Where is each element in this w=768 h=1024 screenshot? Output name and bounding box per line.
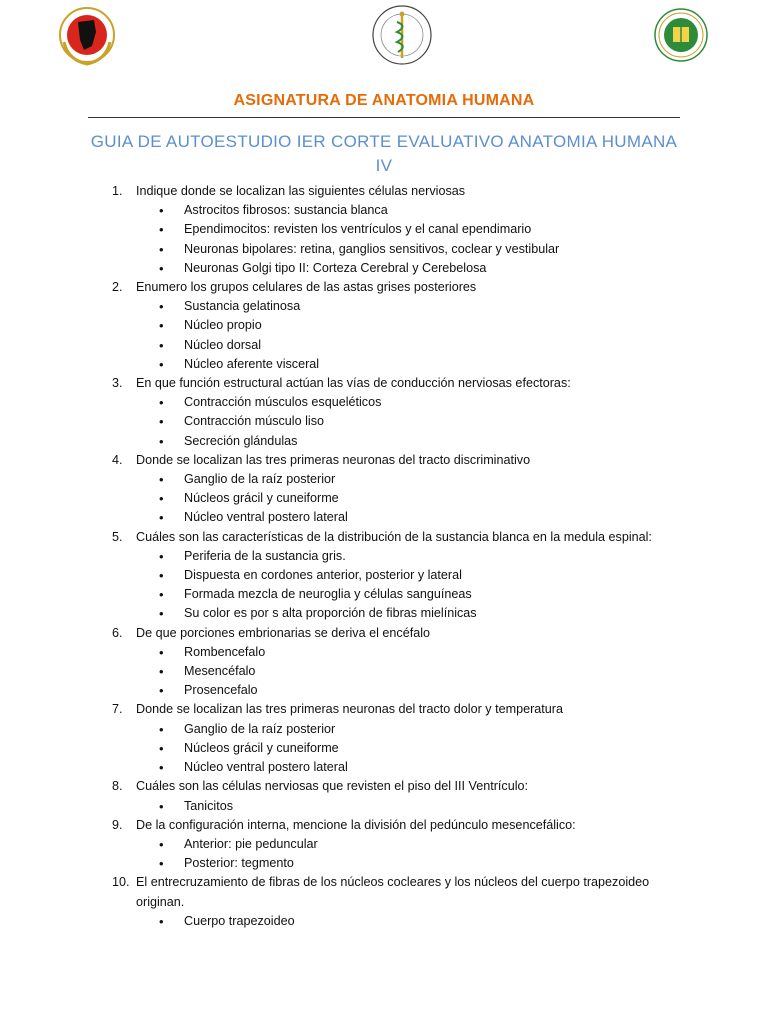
question-label: Donde se localizan las tres primeras neuronas del tracto dolor y temperatura (136, 702, 564, 717)
answer-list (0, 912, 768, 931)
question-item (0, 451, 768, 528)
answer-list (0, 297, 768, 374)
answer-list (0, 720, 768, 778)
answer-item: • Formada mezcla de neuroglia y células sanguíneas (0, 585, 768, 604)
answer-item: • Núcleo propio (0, 316, 768, 335)
answer-list (0, 797, 768, 816)
question-label: Cuáles son las características de la distribución de la sustancia blanca en la medula espinal: (136, 529, 652, 544)
answer-item: • Secreción glándulas (0, 432, 768, 451)
question-list (0, 182, 768, 931)
answer-item: • Ganglio de la raíz posterior (0, 470, 768, 489)
answer-item: • Núcleo aferente visceral (0, 355, 768, 374)
question-text (0, 374, 768, 393)
answer-list (0, 835, 768, 873)
question-label: En que función estructural actúan las vías de conducción nerviosas efectoras: (136, 376, 571, 391)
answer-item: • Núcleo ventral postero lateral (0, 758, 768, 777)
question-label: El entrecruzamiento de fibras de los núcleos cocleares y los núcleos del cuerpo trapezoideo originan. (136, 875, 650, 909)
question-item (0, 278, 768, 374)
answer-item: • Su color es por s alta proporción de fibras mielínicas (0, 604, 768, 623)
answer-item: • Prosencefalo (0, 681, 768, 700)
question-text (0, 451, 768, 470)
answer-item: • Núcleo dorsal (0, 336, 768, 355)
answer-item: • Dispuesta en cordones anterior, posterior y lateral (0, 566, 768, 585)
answer-item: • Posterior: tegmento (0, 854, 768, 873)
answer-item: • Periferia de la sustancia gris. (0, 547, 768, 566)
question-item (0, 374, 768, 451)
question-text (0, 528, 768, 547)
header-divider (88, 117, 680, 118)
question-item (0, 777, 768, 815)
question-text (0, 624, 768, 643)
answer-list (0, 547, 768, 624)
answer-item: • Mesencéfalo (0, 662, 768, 681)
question-item (0, 700, 768, 777)
answer-item: • Anterior: pie peduncular (0, 835, 768, 854)
faculty-logo (652, 2, 710, 68)
question-label: De la configuración interna, mencione la división del pedúnculo mesencefálico: (136, 817, 576, 832)
answer-item: • Rombencefalo (0, 643, 768, 662)
answer-item: • Cuerpo trapezoideo (0, 912, 768, 931)
answer-list (0, 393, 768, 451)
answer-item: • Neuronas Golgi tipo II: Corteza Cerebral y Cerebelosa (0, 259, 768, 278)
answer-item: • Contracción músculos esqueléticos (0, 393, 768, 412)
question-item (0, 528, 768, 624)
answer-list (0, 470, 768, 528)
answer-item: • Astrocitos fibrosos: sustancia blanca (0, 201, 768, 220)
question-number: 2. (112, 280, 123, 295)
question-number: 3. (112, 376, 123, 391)
question-number: 10. (112, 875, 130, 890)
question-number: 7. (112, 702, 123, 717)
question-text (0, 700, 768, 719)
answer-item: • Contracción músculo liso (0, 412, 768, 431)
question-item (0, 624, 768, 701)
question-text (0, 816, 768, 835)
question-text (0, 278, 768, 297)
question-label: Indique donde se localizan las siguientes células nerviosas (136, 184, 466, 198)
answer-item: • Núcleos grácil y cuneiforme (0, 489, 768, 508)
medical-school-logo (370, 2, 434, 68)
question-item (0, 182, 768, 278)
university-logo (58, 2, 116, 68)
answer-list (0, 643, 768, 701)
question-number: 5. (112, 529, 123, 544)
answer-item: • Sustancia gelatinosa (0, 297, 768, 316)
answer-list (0, 201, 768, 278)
question-number: 1. (112, 184, 123, 198)
question-label: De que porciones embrionarias se deriva el encéfalo (136, 625, 431, 640)
question-label: Enumero los grupos celulares de las astas grises posteriores (136, 280, 477, 295)
question-text (0, 182, 768, 201)
question-number: 8. (112, 779, 123, 794)
question-label: Cuáles son las células nerviosas que revisten el piso del III Ventrículo: (136, 779, 529, 794)
answer-item: • Ependimocitos: revisten los ventrículos y el canal ependimario (0, 220, 768, 239)
answer-item: • Tanicitos (0, 797, 768, 816)
question-item (0, 816, 768, 874)
question-text (0, 873, 768, 911)
answer-item: • Ganglio de la raíz posterior (0, 720, 768, 739)
question-item (0, 873, 768, 931)
question-number: 9. (112, 817, 123, 832)
subject-title: ASIGNATURA DE ANATOMIA HUMANA (233, 92, 535, 109)
answer-item: • Núcleos grácil y cuneiforme (0, 739, 768, 758)
guide-title: GUIA DE AUTOESTUDIO IER CORTE EVALUATIVO ANATOMIA HUMANA IV (90, 132, 678, 175)
answer-item: • Núcleo ventral postero lateral (0, 508, 768, 527)
answer-item: • Neuronas bipolares: retina, ganglios sensitivos, coclear y vestibular (0, 240, 768, 259)
question-number: 4. (112, 452, 123, 467)
question-text (0, 777, 768, 796)
question-label: Donde se localizan las tres primeras neuronas del tracto discriminativo (136, 452, 531, 467)
question-number: 6. (112, 625, 123, 640)
